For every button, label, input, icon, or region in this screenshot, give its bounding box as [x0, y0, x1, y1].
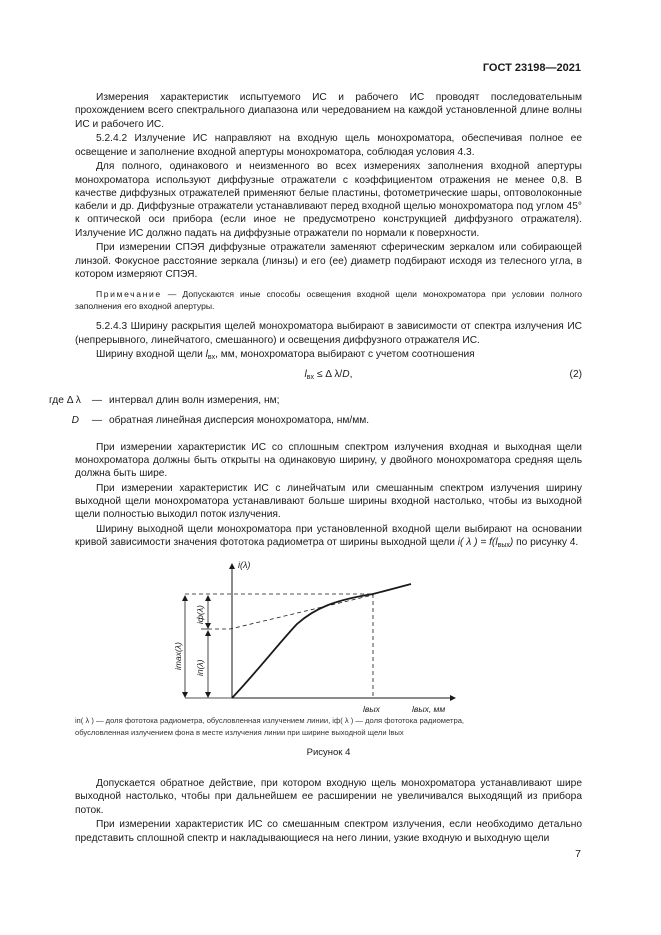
paragraph: 5.2.4.3 Ширину раскрытия щелей монохроматора выбирают в зависимости от спектра излучения ИС (непрерывного, линейчатого, смешанного) и освещения диффузного отражателя ИС.	[75, 321, 582, 346]
paragraph: 5.2.4.2 Излучение ИС направляют на входную щель монохроматора, обеспечивая полное ее освещение и заполнение входной апертуры монохроматора, соблюдая условия 4.3.	[75, 133, 582, 158]
paragraph: При измерении СПЭЯ диффузные отражатели заменяют сферическим зеркалом или собирающей линзой. Фокусное расстояние зеркала (линзы) и его (ее) диаметр подбирают исходя из телесного угла, в котором измеряют СПЭЯ.	[75, 242, 582, 281]
x-axis-label: lвых, мм	[412, 703, 446, 714]
figure-caption-line: обусловленная излучением фона в месте излучения линии при ширине выходной щели lвых	[75, 727, 404, 737]
figure-title: Рисунок 4	[306, 746, 351, 758]
label-phi: iф(λ)	[195, 604, 205, 624]
page-number: 7	[575, 848, 581, 860]
formula-2	[75, 368, 582, 386]
photocurrent-chart	[75, 552, 582, 714]
note-text: — Допускаются иные способы освещения входной щели монохроматора при условии полного заполнения его входной апертуры.	[75, 289, 582, 311]
figure-4	[75, 552, 582, 714]
definition-row: где Δ λ — интервал длин волн измерения, нм;	[49, 394, 280, 406]
document-header-id: ГОСТ 23198—2021	[482, 62, 581, 74]
label-n: iп(λ)	[195, 659, 205, 676]
definitions	[49, 391, 582, 431]
formula-number: (2)	[569, 368, 582, 380]
document-body	[49, 91, 582, 846]
background-dashed-line	[208, 595, 373, 629]
label-max: imax(λ)	[173, 641, 183, 670]
note	[75, 289, 582, 312]
definition-row: D — обратная линейная дисперсия монохроматора, нм/мм.	[71, 414, 370, 426]
paragraph: Ширину входной щели $l_{вх}$, мм, монохроматора выбирают с учетом соотношения	[96, 349, 475, 362]
note-label: Примечание	[96, 289, 162, 300]
figure-caption-line: iп( λ ) — доля фототока радиометра, обусловленная излучением линии, iф( λ ) — доля фототока радиометра,	[75, 715, 465, 725]
paragraph: Допускается обратное действие, при котором входную щель монохроматора устанавливают шире выходной настолько, чтобы при дальнейшем ее расширении не увеличивался выходящий из прибора поток.	[75, 778, 582, 816]
y-axis-label: i(λ)	[238, 559, 251, 570]
formula-expression: $l_{вх} \le \Delta$ λ/D,	[304, 368, 353, 381]
paragraph: Ширину выходной щели монохроматора при установленной входной щели выбирают на основании кривой зависимости значения фототока радиометра от ширины выходной щели i( λ ) = $f(l_{вых})$ по рисунку 4.	[75, 524, 582, 550]
paragraph: Для полного, одинакового и неизменного во всех измерениях заполнения входной апертуры монохроматора используют диффузные отражатели с коэффициентом отражения не менее 0,8. В качестве диффузных отражателей применяют белые пластины, фотометрические шары, оптоволоконные кабели и др. Диффузные отражатели устанавливают перед входной щелью монохроматора под углом 45° к оптической оси прибора (если иное не предусмотрено конструкцией диффузного отражателя). Излучение ИС должно падать на диффузные отражатели по нормали к поверхности.	[75, 161, 582, 239]
paragraph: При измерении характеристик ИС с линейчатым или смешанным спектром излучения ширину выходной щели монохроматора устанавливают больше ширины входной настолько, чтобы из выходной щели полностью выходил поток излучения.	[75, 482, 582, 521]
paragraph: При измерении характеристик ИС со сплошным спектром излучения входная и выходная щели монохроматора должны быть открыты на одинаковую ширину, у двойного монохроматора средняя щель должна быть шире.	[75, 441, 582, 480]
paragraph: При измерении характеристик ИС со смешанным спектром излучения, если необходимо детально представить сплошной спектр и накладывающиеся на него линии, узкие входную и выходную щели	[75, 819, 582, 844]
x-tick-label: lвых	[363, 703, 380, 714]
paragraph: Измерения характеристик испытуемого ИС и рабочего ИС проводят последовательным прохождением всего спектрального диапазона или чередованием на каждой установленной длине волны ИС и рабочего ИС.	[75, 92, 582, 130]
photocurrent-curve	[232, 584, 411, 698]
